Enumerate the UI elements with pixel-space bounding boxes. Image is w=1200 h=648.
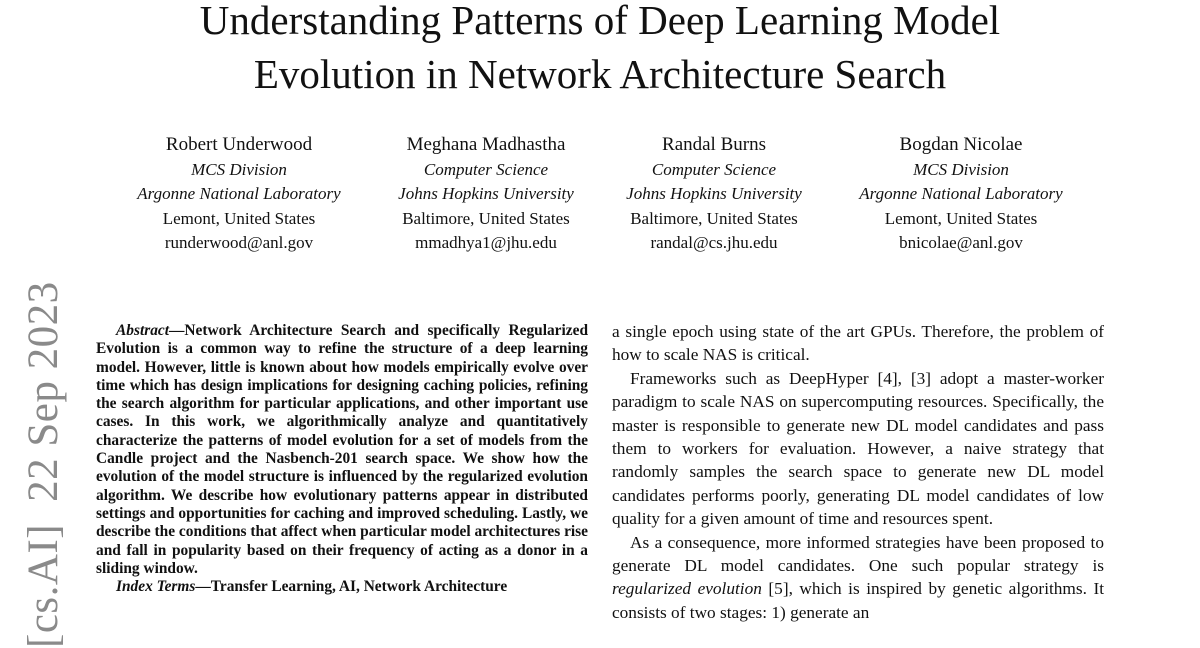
author-inst: Johns Hopkins University: [398, 184, 574, 203]
author-1: [119, 133, 359, 256]
author-email: randal@cs.jhu.edu: [650, 233, 778, 252]
index-terms: [96, 578, 588, 596]
author-dept: MCS Division: [913, 159, 1009, 179]
paper-title-line-2: Evolution in Network Architecture Search: [253, 51, 947, 97]
body-paragraph-2: Frameworks such as DeepHyper [4], [3] adopt a master-worker paradigm to scale NAS on supercomputing resources. Specifically, the master is responsible to generate new DL model candidates and pass them to workers for evaluation. However, a naive strategy that randomly samples the search space to generate new DL model candidates performs poorly, generating DL model candidates of low quality for a given amount of time and resources spent.: [612, 368, 1104, 529]
body-paragraph-3-emphasis: regularized evolution: [612, 579, 762, 599]
body-paragraph-3: [612, 531, 1104, 625]
body-paragraph-3-post: [5], which is inspired by genetic algorithms. It consists of two stages: 1) generate an: [612, 579, 1105, 622]
abstract-label: Abstract: [116, 322, 170, 339]
author-email: runderwood@anl.gov: [164, 233, 314, 252]
index-terms-label: Index Terms: [116, 578, 196, 596]
left-column: [96, 322, 588, 596]
author-inst: Johns Hopkins University: [626, 184, 802, 203]
author-location: Lemont, United States: [162, 208, 316, 228]
author-4: [838, 133, 1084, 256]
author-name: Robert Underwood: [165, 134, 313, 155]
arxiv-category: [cs.AI]: [20, 523, 67, 648]
author-2: [378, 133, 594, 256]
index-terms-text: —Transfer Learning, AI, Network Architecture: [195, 578, 508, 596]
author-inst: Argonne National Laboratory: [859, 184, 1063, 203]
author-name: Bogdan Nicolae: [899, 134, 1023, 155]
author-3: [606, 133, 822, 256]
author-dept: Computer Science: [651, 159, 777, 179]
author-dept: Computer Science: [423, 159, 549, 179]
author-name: Meghana Madhastha: [406, 134, 566, 155]
author-location: Baltimore, United States: [630, 208, 798, 228]
author-dept: MCS Division: [191, 159, 287, 179]
author-email: mmadhya1@jhu.edu: [415, 233, 557, 252]
arxiv-date: 22 Sep 2023: [20, 281, 67, 502]
body-paragraph-1: a single epoch using state of the art GPUs. Therefore, the problem of how to scale NAS is critical.: [612, 322, 1104, 365]
author-location: Baltimore, United States: [402, 208, 570, 228]
body-paragraph-3-pre: As a consequence, more informed strategies have been proposed to generate DL model candidates. One such popular strategy is: [612, 532, 1104, 576]
arxiv-stamp: [12, 248, 76, 648]
author-location: Lemont, United States: [884, 208, 1038, 228]
abstract: [96, 322, 588, 578]
paper-title-line-1: Understanding Patterns of Deep Learning Model: [199, 0, 1001, 43]
abstract-text: —Network Architecture Search and specifically Regularized Evolution is a common way to refine the structure of a deep learning model. However, little is known about how models empirically evolve over time which has design implications for designing caching policies, refining the search algorithm for particular applications, and other important use cases. In this work, we algorithmically analyze and quantitatively characterize the patterns of model evolution for a set of models from the Candle project and the Nasbench-201 search space. We show how the evolution of the model structure is influenced by the regularized evolution algorithm. We describe how evolutionary patterns appear in distributed settings and opportunities for caching and improved scheduling. Lastly, we describe the conditions that affect when particular model architectures rise and fall in popularity based on their frequency of acting as a donor in a sliding window.: [96, 322, 588, 577]
author-email: bnicolae@anl.gov: [899, 233, 1023, 252]
author-name: Randal Burns: [662, 134, 766, 155]
right-column: [612, 320, 1104, 624]
author-inst: Argonne National Laboratory: [137, 184, 341, 203]
